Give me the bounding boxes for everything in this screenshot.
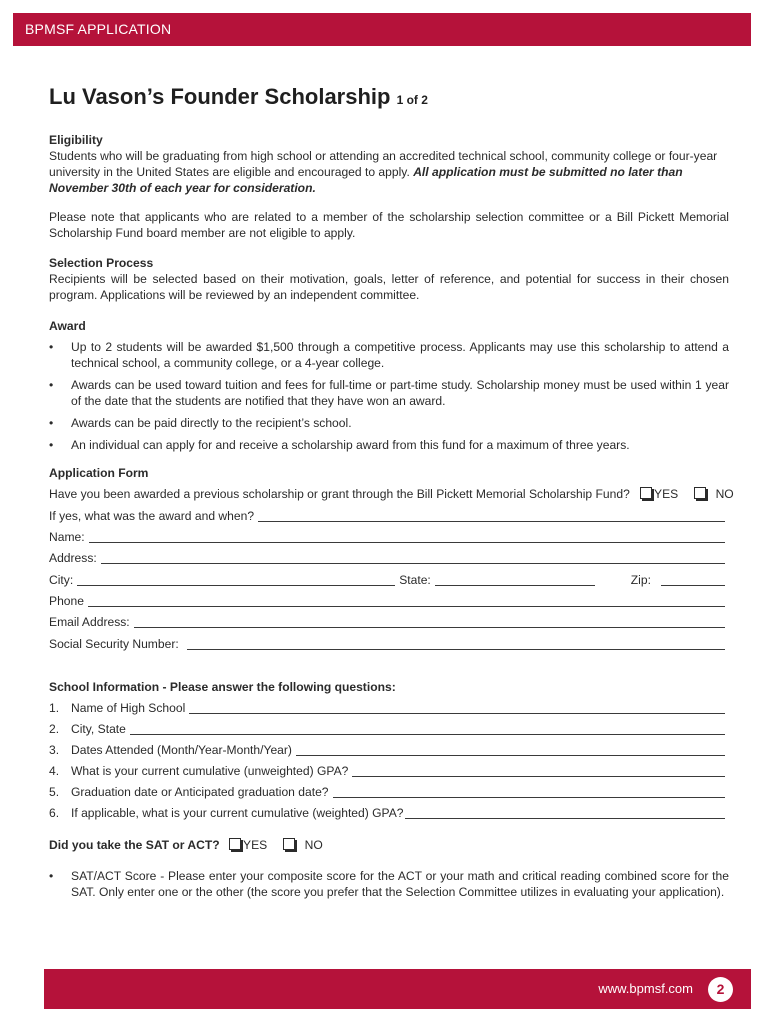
school-question [49,784,725,800]
sat-note-list [49,868,729,900]
title-main: Lu Vason’s Founder Scholarship [49,84,391,109]
award-item: • Awards can be used toward tuition and fees for full-time or part-time study. Scholarship money must be used within 1 year of the date that the students are notified that they have won an award. [49,377,729,409]
page-number-badge: 2 [708,977,733,1002]
name-field[interactable] [89,531,725,543]
school-question [49,700,725,716]
school-question-field[interactable] [352,765,725,777]
phone-field[interactable] [88,595,725,607]
sat-yes-label: YES [243,838,268,852]
application-form-heading [49,465,729,481]
footer-bar [44,969,751,1009]
selection-section [49,255,729,303]
header-label: BPMSF APPLICATION [25,21,172,37]
eligibility-text [49,148,729,196]
school-question-text: What is your current cumulative (unweighted) GPA? [71,764,349,778]
school-question [49,763,725,779]
phone-row [49,593,725,609]
eligibility-section [49,132,729,196]
previous-award-question: Have you been awarded a previous scholarship or grant through the Bill Pickett Memorial Scholarship Fund? [49,487,630,501]
email-row [49,614,725,630]
school-question-text: Name of High School [71,701,186,715]
school-question-number: 2. [49,722,60,736]
award-list [49,339,729,453]
eligibility-body: Students who will be graduating from high school or attending an accredited technical school, community college or four-year university in the United States are eligible and encouraged to apply. [49,149,718,179]
school-question-number: 5. [49,785,60,799]
previous-award-yes-checkbox[interactable] [640,487,652,499]
previous-award-no-label: NO [715,487,734,501]
award-heading [49,318,729,334]
name-label: Name: [49,530,85,544]
school-question-text: City, State [71,722,126,736]
school-question-number: 1. [49,701,60,715]
zip-label: Zip: [630,573,651,587]
header-bar [13,13,751,46]
name-row [49,529,725,545]
school-question [49,721,725,737]
zip-field[interactable] [661,574,725,586]
school-question-field[interactable] [405,807,725,819]
award-item: • Awards can be paid directly to the recipient’s school. [49,415,729,431]
title-pages: 1 of 2 [396,93,428,107]
school-question [49,805,725,821]
ssn-field[interactable] [187,638,725,650]
award-when-field[interactable] [258,510,725,522]
footer-url-link[interactable]: www.bpmsf.com [598,981,693,996]
city-label: City: [49,573,74,587]
school-question-field[interactable] [130,723,725,735]
school-info-heading [49,679,729,695]
award-when-label: If yes, what was the award and when? [49,509,255,523]
city-state-zip-row [49,572,725,588]
previous-award-choices [634,486,734,502]
sat-no-checkbox[interactable] [283,838,295,850]
school-question-number: 3. [49,743,60,757]
state-field[interactable] [435,574,595,586]
application-form-heading-text: Application Form [49,466,149,480]
sat-question-row [49,837,729,853]
page-title [49,84,428,110]
sat-question: Did you take the SAT or ACT? [49,838,220,852]
city-field[interactable] [77,574,395,586]
address-row [49,550,725,566]
school-question-field[interactable] [333,786,725,798]
phone-label: Phone [49,594,84,608]
selection-text: Recipients will be selected based on their motivation, goals, letter of reference, and potential for success in their chosen program. Applications will be reviewed by an independent committee. [49,272,729,302]
eligibility-deadline: All application must be submitted no later than November 30th of each year for consideration. [49,165,683,195]
ssn-row [49,636,725,652]
sat-no-label: NO [304,838,323,852]
selection-heading: Selection Process [49,256,154,270]
state-label: State: [399,573,431,587]
award-when-row [49,508,725,524]
address-field[interactable] [101,552,725,564]
address-label: Address: [49,551,97,565]
school-question-number: 4. [49,764,60,778]
sat-note: • SAT/ACT Score - Please enter your composite score for the ACT or your math and critical reading combined score for the SAT. Only enter one or the other (the score you prefer that the Selection Committee utilizes in evaluating your application). [49,868,729,900]
previous-award-yes-label: YES [654,487,679,501]
sat-yes-checkbox[interactable] [229,838,241,850]
school-question-text: Graduation date or Anticipated graduation date? [71,785,329,799]
school-question-field[interactable] [189,702,725,714]
eligibility-note: Please note that applicants who are related to a member of the scholarship selection committee or a Bill Pickett Memorial Scholarship Fund board member are not eligible to apply. [49,210,729,240]
school-question-text: If applicable, what is your current cumulative (weighted) GPA? [71,806,404,820]
school-question-field[interactable] [296,744,725,756]
email-label: Email Address: [49,615,130,629]
school-question-number: 6. [49,806,60,820]
award-item: • An individual can apply for and receive a scholarship award from this fund for a maximum of three years. [49,437,729,453]
email-field[interactable] [134,616,725,628]
school-question [49,742,725,758]
eligibility-heading: Eligibility [49,133,103,147]
school-question-text: Dates Attended (Month/Year-Month/Year) [71,743,292,757]
ssn-label: Social Security Number: [49,637,179,651]
school-info-heading-text: School Information - Please answer the following questions: [49,680,396,694]
award-item: • Up to 2 students will be awarded $1,500 through a competitive process. Applicants may use this scholarship to attend a technical school, a community college, or a 4-year college. [49,339,729,371]
award-heading-text: Award [49,319,86,333]
previous-award-no-checkbox[interactable] [694,487,706,499]
